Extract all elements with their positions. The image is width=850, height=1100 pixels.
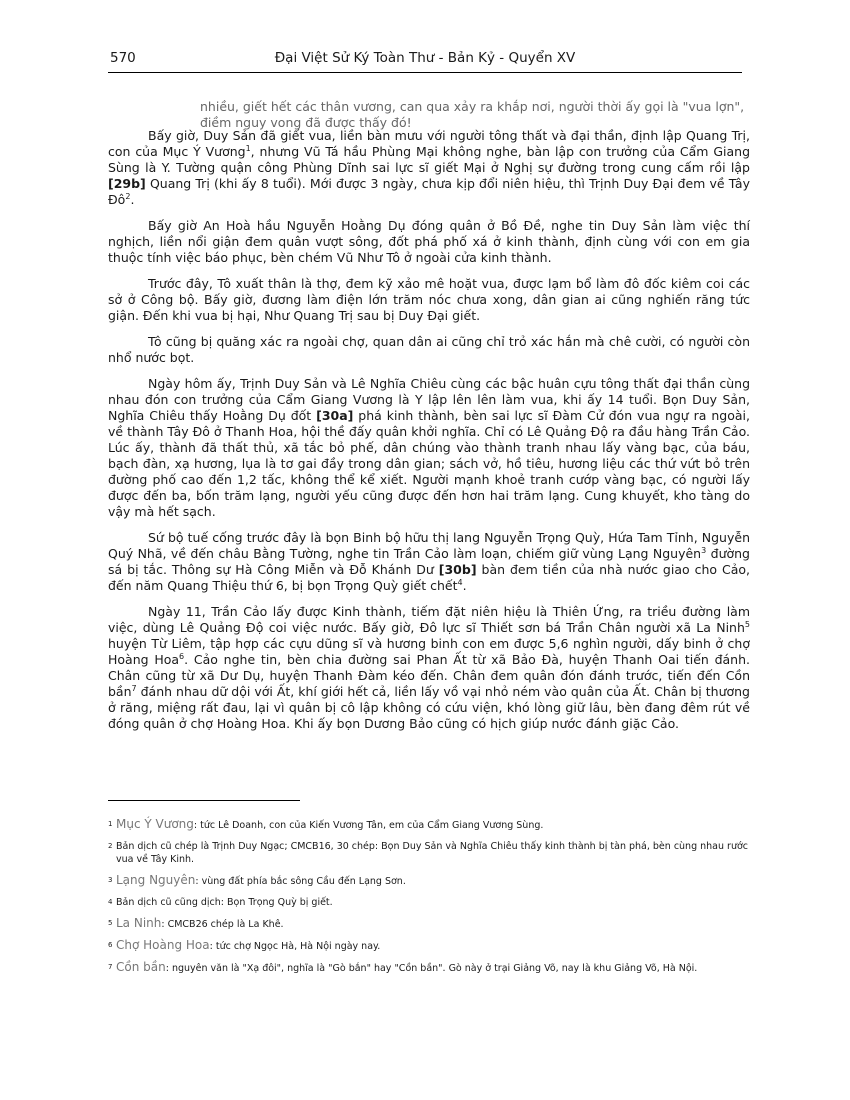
- footnote-term: Cồn bần: [116, 960, 166, 974]
- page-header: [108, 50, 742, 73]
- footnote-marker: 4: [457, 577, 463, 587]
- footnote: [108, 818, 758, 832]
- footnote-text: : nguyên văn là "Xạ đôi", nghĩa là "Gò bắn" hay "Cồn bần". Gò này ở trại Giảng Võ, nay là khu Giảng Võ, Hà Nội.: [165, 963, 698, 974]
- footnote: [108, 896, 758, 909]
- footnote-number: 5: [108, 919, 113, 927]
- text-run: Ngày hôm ấy, Trịnh Duy Sản và Lê Nghĩa Chiêu cùng các bậc huân cựu tông thất đại thần cùng nhau đón con trưởng của Cẩm Giang Vương là Y lập lên lên làm vua, khi ấy 14 tuổi. Bọn Duy Sản, Nghĩa Chiêu thấy Hoằng Dụ đốt: [108, 376, 750, 423]
- footnote-marker: 3: [701, 545, 707, 555]
- text-run: Ngày 11, Trần Cảo lấy được Kinh thành, tiếm đặt niên hiệu là Thiên Ứng, ra triều đường làm việc, dùng Lê Quảng Độ coi việc nước. Bấy giờ, Đô lực sĩ Thiết sơn bá Trần Chân người xã La Ninh: [108, 604, 750, 635]
- text-run: đường sá bị tắc. Thông sự Hà Công Miễn và Đỗ Khánh Dư: [108, 546, 750, 577]
- footnote-term: La Ninh: [116, 916, 162, 930]
- paragraph: [108, 530, 750, 594]
- paragraph: [108, 276, 750, 324]
- text-run: Tô cũng bị quăng xác ra ngoài chợ, quan dân ai cũng chỉ trỏ xác hắn mà chê cười, có người còn nhổ nước bọt.: [108, 334, 750, 365]
- footnote: [108, 840, 758, 866]
- text-run: Bấy giờ An Hoà hầu Nguyễn Hoằng Dụ đóng quân ở Bồ Đề, nghe tin Duy Sản làm việc thí nghịch, liền nổi giận đem quân vượt sông, đốt phá phố xá ở kinh thành, định cùng với con em gia thuộc tính việc báo phục, bèn chém Vũ Như Tô ở ngoài cửa kinh thành.: [108, 218, 750, 265]
- text-run: .: [462, 578, 467, 593]
- paragraph: [108, 128, 750, 208]
- footnote-marker: 2: [125, 191, 131, 201]
- folio-reference: [30b]: [438, 562, 477, 577]
- footnote-number: 1: [108, 820, 113, 828]
- running-title: Đại Việt Sử Ký Toàn Thư - Bản Kỷ - Quyển XV: [274, 50, 576, 66]
- footnote-term: Chợ Hoàng Hoa: [116, 938, 210, 952]
- paragraph: [108, 604, 750, 732]
- footnote-marker: 6: [179, 651, 185, 661]
- footnote-term: Mục Ý Vương: [116, 817, 194, 831]
- footnote-number: 6: [108, 941, 113, 949]
- folio-reference: [29b]: [108, 176, 146, 191]
- footnote-number: 4: [108, 898, 113, 906]
- footnote-term: Lạng Nguyên: [116, 873, 196, 887]
- footnote: [108, 917, 758, 931]
- text-run: , nhưng Vũ Tá hầu Phùng Mại không nghe, bàn lập con trưởng của Cẩm Giang Sùng là Y. Tường quận công Phùng Dĩnh sai lực sĩ giết Mại ở Nghị sự đường trong cung cấm rồi lập: [108, 144, 751, 175]
- paragraph: [108, 218, 750, 266]
- page-number: 570: [110, 50, 136, 66]
- footnote-text: : tức chợ Ngọc Hà, Hà Nội ngày nay.: [209, 941, 381, 952]
- text-run: Bấy giờ, Duy Sản đã giết vua, liền bàn mưu với người tông thất và đại thần, định lập Quang Trị, con của Mục Ý Vương: [108, 128, 750, 159]
- paragraph: [108, 376, 750, 520]
- text-run: bàn đem tiền của nhà nước giao cho Cảo, đến năm Quang Thiệu thứ 6, bị bọn Trọng Quỳ giết chết: [108, 562, 751, 593]
- main-text: [108, 128, 750, 742]
- text-run: Trước đây, Tô xuất thân là thợ, đem kỹ xảo mê hoặt vua, được lạm bổ làm đô đốc kiêm coi các sở ở Công bộ. Bấy giờ, đương làm điện lớn trăm nóc chưa xong, dân gian ai cũng nghiến răng tức giận. Đến khi vua bị hại, Như Quang Trị sau bị Duy Đại giết.: [108, 276, 750, 323]
- footnote-text: Bản dịch cũ cũng dịch: Bọn Trọng Quỳ bị giết.: [116, 897, 333, 908]
- footnote-number: 3: [108, 876, 113, 884]
- footnote: [108, 939, 758, 953]
- folio-reference: [30a]: [316, 408, 354, 423]
- text-run: huyện Từ Liêm, tập hợp các cựu dũng sĩ và hương binh con em được 5,6 nghìn người, dấy binh ở chợ Hoàng Hoa: [108, 636, 750, 667]
- footnote-text: : tức Lê Doanh, con của Kiến Vương Tân, em của Cẩm Giang Vương Sùng.: [193, 820, 544, 831]
- paragraph: [108, 334, 750, 366]
- footnote-separator: [108, 800, 300, 801]
- footnote-text: Bản dịch cũ chép là Trịnh Duy Ngạc; CMCB16, 30 chép: Bọn Duy Sản và Nghĩa Chiêu thấy kinh thành bị tàn phá, bèn cùng nhau rước vua về Tây Kinh.: [116, 841, 748, 865]
- footnote-text: : CMCB26 chép là La Khê.: [161, 919, 284, 930]
- text-run: Quang Trị (khi ấy 8 tuổi). Mới được 3 ngày, chưa kịp đổi niên hiệu, thì Trịnh Duy Đại đem về Tây Đô: [108, 176, 750, 207]
- text-run: đánh nhau dữ dội với Ất, khí giới hết cả, liền lấy vồ vại nhỏ ném vào quân của Ất. Chân bị thương ở răng, miệng rất đau, lại vì quân bị cô lập không có cứu viện, khó lòng giữ lâu, bèn đang đêm rút về đóng quân ở chợ Hoàng Hoa. Khi ấy bọn Dương Bảo cũng có hịch giúp nước đánh giặc Cảo.: [108, 684, 750, 731]
- text-run: Sứ bộ tuế cống trước đây là bọn Binh bộ hữu thị lang Nguyễn Trọng Quỳ, Hứa Tam Tỉnh, Nguyễn Quý Nhã, về đến châu Bằng Tường, nghe tin Trần Cảo làm loạn, chiếm giữ vùng Lạng Nguyên: [108, 530, 750, 561]
- text-run: .: [130, 192, 135, 207]
- footnote-number: 2: [108, 842, 113, 850]
- text-run: phá kinh thành, bèn sai lực sĩ Đàm Cử đón vua ngự ra ngoài, về thành Tây Đô ở Thanh Hoa, hội thề đấy quân khởi nghĩa. Chỉ có Lê Quảng Độ ra đầu hàng Trần Cảo. Lúc ấy, thành đã thất thủ, xã tắc bỏ phế, dân chúng vào thành tranh nhau lấy vàng bạc, của báu, bạch đàn, xạ hương, lụa là tơ gai đầy trong dân gian; sách vở, hồ tiêu, hương liệu các thứ vứt bỏ trên đường phố cao đến 1,2 tấc, không thể kể xiết. Người mạnh khoẻ tranh cướp vàng bạc, có người lấy được đến ba, bốn trăm lạng, người yếu cũng được đến hơn hai trăm lạng. Cung khuyết, kho tàng do vậy mà hết sạch.: [108, 408, 750, 519]
- footnote-number: 7: [108, 963, 113, 971]
- footnote-marker: 1: [245, 143, 251, 153]
- footnote: [108, 874, 758, 888]
- footnote-marker: 5: [744, 619, 750, 629]
- block-quote: nhiều, giết hết các thân vương, can qua xảy ra khắp nơi, người thời ấy gọi là "vua lợn", điềm nguy vong đã được thấy đó!: [200, 99, 745, 130]
- footnote-marker: 7: [131, 683, 137, 693]
- footnote-text: : vùng đất phía bắc sông Cầu đến Lạng Sơn.: [195, 876, 406, 887]
- footnote: [108, 961, 758, 975]
- footnotes: [108, 818, 758, 983]
- text-run: . Cảo nghe tin, bèn chia đường sai Phan Ất từ xã Bảo Đà, huyện Thanh Oai tiến đánh. Chân cũng từ xã Dư Dụ, huyện Thanh Đàm kéo đến. Chân đem quân đón đánh trước, tiến đến Cồn bần: [108, 652, 750, 699]
